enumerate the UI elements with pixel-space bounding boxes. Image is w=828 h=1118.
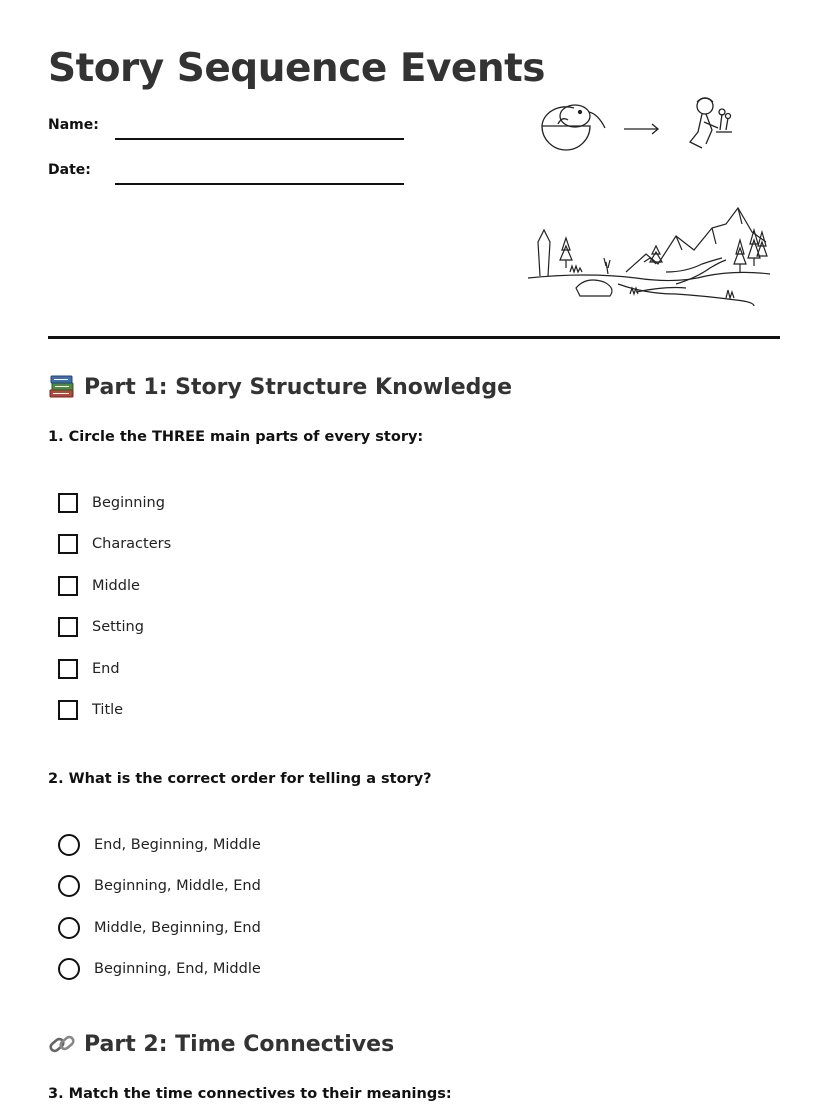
date-label: Date:	[48, 162, 91, 178]
part2-heading	[48, 1030, 394, 1058]
radio-button[interactable]	[58, 834, 80, 856]
radio-button[interactable]	[58, 958, 80, 980]
link-icon	[48, 1030, 76, 1058]
checkbox[interactable]	[58, 576, 78, 596]
question-1: 1. Circle the THREE main parts of every story:	[48, 429, 424, 445]
arrow-right-icon	[624, 124, 658, 134]
name-label: Name:	[48, 117, 99, 133]
option-label: End	[92, 661, 120, 677]
kiwi-bird-in-bowl-icon	[542, 105, 605, 150]
date-field[interactable]	[115, 183, 404, 185]
option-label: Middle	[92, 578, 140, 594]
option-label: Beginning	[92, 495, 165, 511]
radio-button[interactable]	[58, 875, 80, 897]
q1-option[interactable]	[58, 615, 144, 639]
q2-option[interactable]	[58, 874, 261, 898]
question-2: 2. What is the correct order for telling a story?	[48, 771, 432, 787]
option-label: Title	[92, 702, 124, 718]
q1-option[interactable]	[58, 491, 165, 515]
q1-option[interactable]	[58, 532, 171, 556]
checkbox[interactable]	[58, 493, 78, 513]
radio-button[interactable]	[58, 917, 80, 939]
q2-option[interactable]	[58, 833, 261, 857]
child-planting-flower-icon	[690, 98, 732, 148]
part2-heading-text: Part 2: Time Connectives	[84, 1031, 395, 1057]
header-divider	[48, 336, 780, 339]
q1-option[interactable]	[58, 657, 120, 681]
part1-heading	[48, 373, 512, 401]
option-label: Setting	[92, 619, 144, 635]
option-label: Beginning, Middle, End	[94, 878, 261, 894]
checkbox[interactable]	[58, 659, 78, 679]
q1-option[interactable]	[58, 574, 140, 598]
q2-option[interactable]	[58, 916, 261, 940]
question-3: 3. Match the time connectives to their meanings:	[48, 1086, 452, 1102]
checkbox[interactable]	[58, 617, 78, 637]
sequence-illustration	[530, 92, 750, 158]
mountain-river-landscape-icon	[528, 208, 770, 306]
option-label: Characters	[92, 536, 172, 552]
option-label: Beginning, End, Middle	[94, 961, 261, 977]
landscape-illustration	[526, 202, 772, 310]
checkbox[interactable]	[58, 700, 78, 720]
option-label: End, Beginning, Middle	[94, 837, 261, 853]
option-label: Middle, Beginning, End	[94, 920, 261, 936]
q2-option[interactable]	[58, 957, 261, 981]
name-field[interactable]	[115, 138, 404, 140]
page-title: Story Sequence Events	[48, 46, 545, 91]
part1-heading-text: Part 1: Story Structure Knowledge	[84, 374, 513, 400]
checkbox[interactable]	[58, 534, 78, 554]
q1-option[interactable]	[58, 698, 123, 722]
books-icon	[48, 373, 76, 401]
